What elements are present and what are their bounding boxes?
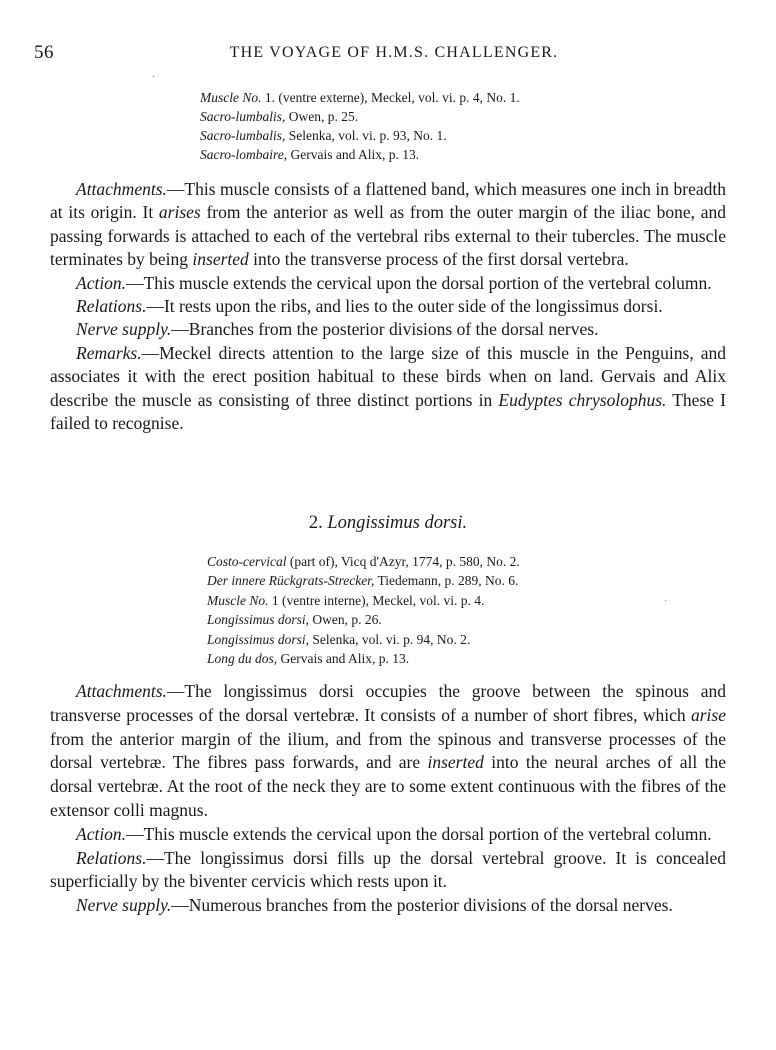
synonym-entry: Longissimus dorsi, Owen, p. 26. bbox=[207, 612, 382, 628]
attachments-paragraph: Attachments.—The longissimus dorsi occupies the groove between the spinous and transverse processes of the dorsal vertebræ. It consists of a number of short fibres, which arise from the anterior margin of the ilium, and from the spinous and transverse processes of the dorsal vertebræ. The fibres pass forwards, and are inserted into the neural arches of all the dorsal vertebræ. At the root of the neck they are to some extent continuous with the fibres of the extensor colli magnus. bbox=[50, 681, 726, 820]
page-number: 56 bbox=[34, 42, 54, 63]
section-number: 2. bbox=[308, 513, 323, 533]
relations-paragraph: Relations.—The longissimus dorsi fills up the dorsal vertebral groove. It is concealed superficially by the biventer cervicis which rests upon it. bbox=[50, 847, 726, 892]
synonym-entry: Costo-cervical (part of), Vicq d'Azyr, 1774, p. 580, No. 2. bbox=[207, 554, 520, 569]
section-1-body bbox=[50, 178, 726, 435]
running-title: THE VOYAGE OF H.M.S. CHALLENGER. bbox=[229, 44, 559, 61]
nerve-supply-paragraph: Nerve supply.—Numerous branches from the posterior divisions of the dorsal nerves. bbox=[76, 895, 673, 916]
action-paragraph: Action.—This muscle extends the cervical upon the dorsal portion of the vertebral column. bbox=[76, 823, 712, 844]
page-header bbox=[34, 42, 754, 68]
nerve-supply-paragraph: Nerve supply.—Branches from the posterior divisions of the dorsal nerves. bbox=[76, 319, 599, 340]
remarks-paragraph: Remarks.—Meckel directs attention to the large size of this muscle in the Penguins, and associates it with the erect position habitual to these birds when on land. Gervais and Alix describe the muscle as consisting of three distinct portions in Eudyptes chrysolophus. These I failed to recognise. bbox=[50, 342, 727, 434]
action-paragraph: Action.—This muscle extends the cervical upon the dorsal portion of the vertebral column. bbox=[76, 272, 712, 293]
print-speck: · bbox=[664, 596, 668, 607]
relations-paragraph: Relations.—It rests upon the ribs, and lies to the outer side of the longissimus dorsi. bbox=[76, 296, 663, 317]
synonym-entry: Long du dos, Gervais and Alix, p. 13. bbox=[207, 651, 410, 667]
section-title: Longissimus dorsi. bbox=[327, 513, 468, 533]
attachments-paragraph: Attachments.—This muscle consists of a flattened band, which measures one inch in breadth at its origin. It arises from the anterior as well as from the outer margin of the iliac bone, and passing forwards is attached to each of the vertebral ribs external to their tubercles. The muscle terminates by being inserted into the transverse process of the first dorsal vertebra. bbox=[50, 179, 726, 270]
synonym-entry: Sacro-lumbalis, Owen, p. 25. bbox=[200, 109, 359, 124]
synonym-entry: Sacro-lumbalis, Selenka, vol. vi. p. 93, No. 1. bbox=[200, 128, 447, 143]
synonymy-list-1 bbox=[200, 88, 740, 164]
section-2-body bbox=[50, 680, 726, 918]
synonym-entry: Der innere Rückgrats-Strecker, Tiedemann, p. 289, No. 6. bbox=[207, 573, 519, 589]
synonym-entry: Sacro-lombaire, Gervais and Alix, p. 13. bbox=[200, 147, 420, 162]
synonym-entry: Muscle No. 1. (ventre externe), Meckel, vol. vi. p. 4, No. 1. bbox=[200, 90, 520, 105]
synonym-entry: Longissimus dorsi, Selenka, vol. vi. p. 94, No. 2. bbox=[207, 631, 471, 647]
print-speck: · bbox=[152, 72, 156, 83]
synonymy-list-2 bbox=[207, 552, 747, 668]
section-heading bbox=[0, 513, 776, 534]
synonym-entry: Muscle No. 1 (ventre interne), Meckel, vol. vi. p. 4. bbox=[207, 592, 485, 608]
